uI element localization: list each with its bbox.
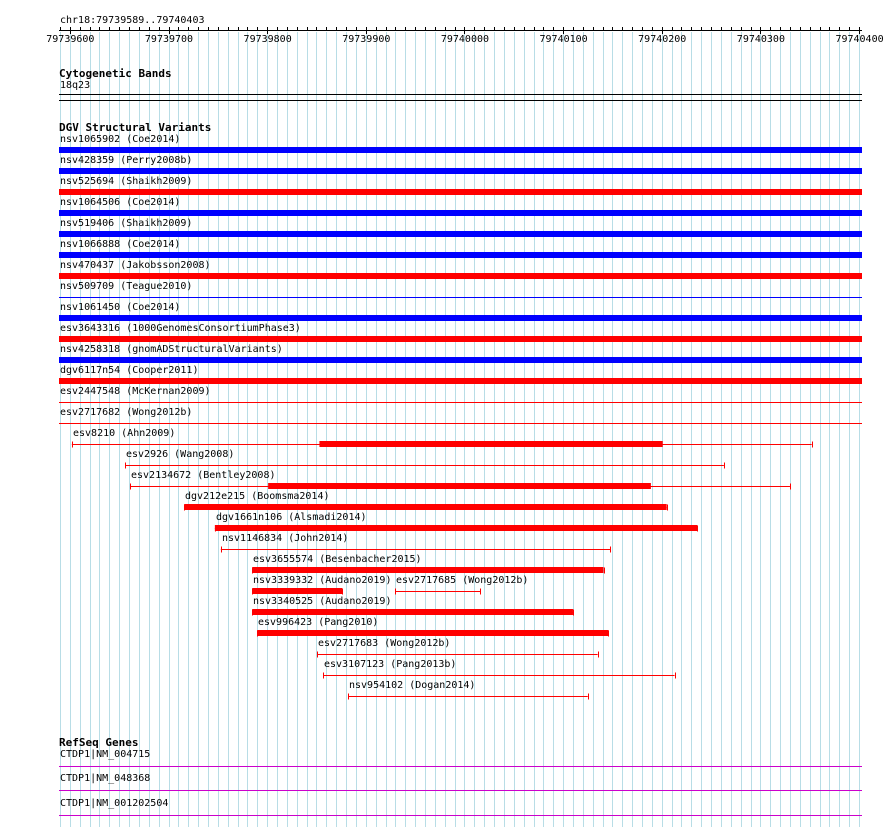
variant-bar <box>59 273 862 279</box>
ruler-tick-label: 79740200 <box>638 34 687 45</box>
variant-bar <box>59 336 862 342</box>
variant-label: esv2717682 (Wong2012b) <box>60 407 193 418</box>
ruler-tick-label: 79740400 <box>835 34 884 45</box>
variant-label: nsv525694 (Shaikh2009) <box>60 176 193 187</box>
variant-label: nsv3339332 (Audano2019) <box>253 575 392 586</box>
ruler-tick-label: 79740000 <box>440 34 490 45</box>
variant-label: esv2447548 (McKernan2009) <box>60 386 211 397</box>
variant-label: esv3643316 (1000GenomesConsortiumPhase3) <box>60 323 301 334</box>
variant-bar <box>59 315 862 321</box>
variant-label: nsv1146834 (John2014) <box>222 533 349 544</box>
variant-label: nsv954102 (Dogan2014) <box>349 680 476 691</box>
variant-bar <box>268 483 651 489</box>
variant-label: nsv519406 (Shaikh2009) <box>60 218 193 229</box>
variant-bar <box>59 147 862 153</box>
variant-label: esv3107123 (Pang2013b) <box>324 659 457 670</box>
variant-bar <box>215 525 697 531</box>
variant-label: nsv1064506 (Coe2014) <box>60 197 181 208</box>
variant-label: nsv4258318 (gnomADStructuralVariants) <box>60 344 283 355</box>
variant-label: esv8210 (Ahn2009) <box>73 428 176 439</box>
cytoband-label: 18q23 <box>60 80 91 91</box>
gene-label: CTDP1|NM_048368 <box>60 773 151 784</box>
variant-bar <box>252 609 573 615</box>
variant-bar <box>59 378 862 384</box>
variant-bar <box>59 231 862 237</box>
dgv-track-title: DGV Structural Variants <box>59 121 212 134</box>
variant-label: nsv1065902 (Coe2014) <box>60 134 181 145</box>
variant-bar <box>59 252 862 258</box>
variant-bar <box>59 357 862 363</box>
variant-bar <box>252 588 342 594</box>
variant-label: dgv6117n54 (Cooper2011) <box>60 365 199 376</box>
variant-label: dgv1661n106 (Alsmadi2014) <box>216 512 367 523</box>
variant-bar <box>59 189 862 195</box>
variant-bar <box>252 567 603 573</box>
variant-bar <box>319 441 662 447</box>
cytoband-track-title: Cytogenetic Bands <box>59 67 172 80</box>
variant-label: esv2717683 (Wong2012b) <box>318 638 451 649</box>
gene-label: CTDP1|NM_004715 <box>60 749 151 760</box>
ruler-tick-label: 79740300 <box>736 34 785 45</box>
variant-label: nsv428359 (Perry2008b) <box>60 155 193 166</box>
location-label: chr18:79739589..79740403 <box>60 15 205 26</box>
ruler-tick-label: 79739700 <box>144 34 194 45</box>
variant-label: esv2134672 (Bentley2008) <box>131 470 276 481</box>
variant-label: nsv509709 (Teague2010) <box>60 281 193 292</box>
refseq-track-title: RefSeq Genes <box>59 736 139 749</box>
variant-label: dgv212e215 (Boomsma2014) <box>185 491 330 502</box>
variant-bar <box>257 630 608 636</box>
ruler-tick-label: 79740100 <box>539 34 588 45</box>
variant-bar <box>184 504 666 510</box>
variant-label: esv3655574 (Besenbacher2015) <box>253 554 422 565</box>
variant-bar <box>59 210 862 216</box>
variant-label: nsv3340525 (Audano2019) <box>253 596 392 607</box>
variant-bar <box>59 168 862 174</box>
variant-label: nsv1066888 (Coe2014) <box>60 239 181 250</box>
ruler-tick-label: 79739900 <box>342 34 391 45</box>
variant-label: esv996423 (Pang2010) <box>258 617 379 628</box>
variant-label: nsv1061450 (Coe2014) <box>60 302 181 313</box>
ruler-tick-label: 79739600 <box>46 34 95 45</box>
gene-label: CTDP1|NM_001202504 <box>60 798 169 809</box>
variant-label: nsv470437 (Jakobsson2008) <box>60 260 211 271</box>
variant-label: esv2717685 (Wong2012b) <box>396 575 529 586</box>
ruler-tick-label: 79739800 <box>243 34 292 45</box>
variant-label: esv2926 (Wang2008) <box>126 449 235 460</box>
